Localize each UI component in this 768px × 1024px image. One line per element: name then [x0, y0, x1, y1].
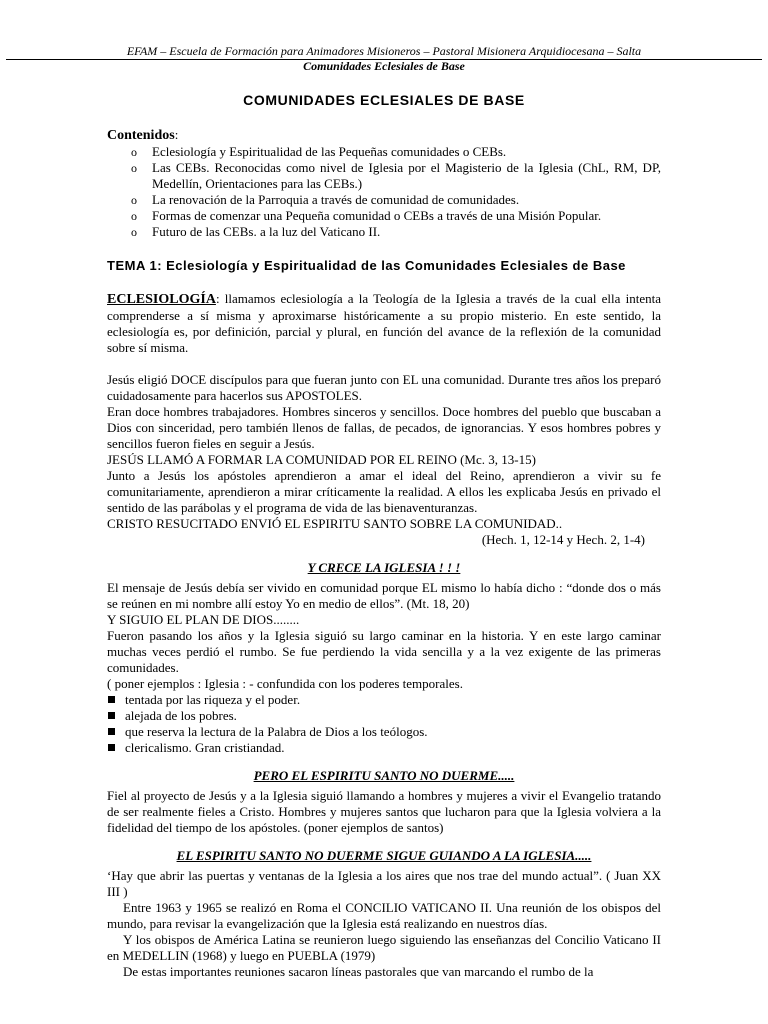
eclesiologia-paragraph: [107, 291, 661, 356]
spacer: [107, 356, 661, 372]
eclesiologia-text: : llamamos eclesiología a la Teología de la Iglesia a través de la cual ella intenta comprenderse a sí misma y aproximarse históricamente a su propio misterio. En este sentido, la eclesiología es, por definición, parcial y plural, en función del avance de la reflexión de la comunidad sobre sí misma.: [107, 291, 661, 355]
paragraph: Y los obispos de América Latina se reunieron luego siguiendo las enseñanzas del Concilio Vaticano II en MEDELLIN (1968) y luego en PUEBLA (1979): [107, 932, 661, 963]
paragraph: Junto a Jesús los apóstoles aprendieron a amar el ideal del Reino, aprendieron a vivir su fe comunitariamente, aprendieron a mirar críticamente la realidad. A ellos les explicaba Jesús en privado el sentido de las parábolas y el programa de vida de las bienaventuranzas.: [107, 468, 661, 515]
list-item: clericalismo. Gran cristiandad.: [107, 740, 661, 756]
paragraph: El mensaje de Jesús debía ser vivido en comunidad porque EL mismo lo había dicho : “donde dos o más se reúnen en mi nombre allí estoy Yo en medio de ellos”. (Mt. 18, 20): [107, 580, 661, 611]
paragraph: CRISTO RESUCITADO ENVIÓ EL ESPIRITU SANTO SOBRE LA COMUNIDAD..: [107, 516, 563, 531]
paragraph: Entre 1963 y 1965 se realizó en Roma el CONCILIO VATICANO II. Una reunión de los obispos del mundo, para revisar la evangelización que la Iglesia está realizando en nuestros días.: [107, 900, 661, 931]
bible-reference: (Hech. 1, 12-14 y Hech. 2, 1-4): [481, 532, 645, 547]
paragraph: Jesús eligió DOCE discípulos para que fueran junto con EL una comunidad. Durante tres años los preparó cuidadosamente para hacerlos sus APOSTOLES.: [107, 372, 661, 403]
contents-item: o Formas de comenzar una Pequeña comunidad o CEBs a través de una Misión Popular.: [107, 208, 661, 224]
paragraph: Fiel al proyecto de Jesús y a la Iglesia siguió llamando a hombres y mujeres a vivir el Evangelio tratando de ser realmente fieles a Cristo. Hombres y mujeres santos que lucharon para que la Iglesia volviera a la fidelidad del tiempo de los apóstoles. (poner ejemplos de santos): [107, 788, 661, 835]
document-body: [107, 127, 661, 980]
contents-item: o La renovación de la Parroquia a través de comunidad de comunidades.: [107, 192, 661, 208]
paragraph: Y SIGUIO EL PLAN DE DIOS........: [107, 612, 300, 627]
contents-list: [107, 144, 661, 240]
document-title: COMUNIDADES ECLESIALES DE BASE: [243, 92, 525, 108]
contents-heading: [107, 127, 661, 144]
paragraph: Fueron pasando los años y la Iglesia siguió su largo caminar en la historia. Y en este largo caminar muchas veces perdió el rumbo. Se fue perdiendo la vida sencilla y a la vez exigente de las primeras comunidades.: [107, 628, 661, 675]
list-item: alejada de los pobres.: [107, 708, 661, 724]
section-heading-guiando: EL ESPIRITU SANTO NO DUERME SIGUE GUIANDO A LA IGLESIA.....: [176, 848, 592, 863]
paragraph: ( poner ejemplos : Iglesia : - confundida con los poderes temporales.: [107, 676, 463, 691]
eclesiologia-lead: ECLESIOLOGÍA: [107, 292, 216, 307]
spacer: [107, 275, 661, 291]
paragraph: JESÚS LLAMÓ A FORMAR LA COMUNIDAD POR EL REINO (Mc. 3, 13-15): [107, 452, 536, 467]
section-heading-espiritu: PERO EL ESPIRITU SANTO NO DUERME.....: [253, 768, 515, 783]
list-item: tentada por las riqueza y el poder.: [107, 692, 661, 708]
section-heading-crece: Y CRECE LA IGLESIA ! ! !: [307, 560, 461, 575]
paragraph: De estas importantes reuniones sacaron líneas pastorales que van marcando el rumbo de la: [123, 964, 594, 979]
contents-label-suffix: :: [174, 127, 179, 142]
examples-list: [107, 692, 661, 756]
tema-1-heading: TEMA 1: Eclesiología y Espiritualidad de las Comunidades Eclesiales de Base: [107, 258, 626, 273]
list-item: que reserva la lectura de la Palabra de Dios a los teólogos.: [107, 724, 661, 740]
header-institution: EFAM – Escuela de Formación para Animadores Misioneros – Pastoral Misionera Arquidiocesana – Salta: [126, 44, 642, 58]
paragraph: Eran doce hombres trabajadores. Hombres sinceros y sencillos. Doce hombres del pueblo que buscaban a Dios con sinceridad, pero también llenos de fallas, de pecados, de ignorancias. Y esos hombres pobres y sencillos fueron fieles en seguir a Jesús.: [107, 404, 661, 451]
contents-item: o Las CEBs. Reconocidas como nivel de Iglesia por el Magisterio de la Iglesia (ChL, RM, DP, Medellín, Orientaciones para las CEBs.): [107, 160, 661, 192]
quote: ‘Hay que abrir las puertas y ventanas de la Iglesia a los aires que nos trae del mundo actual”. ( Juan XX III ): [107, 868, 661, 899]
contents-item: o Eclesiología y Espiritualidad de las Pequeñas comunidades o CEBs.: [107, 144, 661, 160]
header-subject: Comunidades Eclesiales de Base: [303, 59, 465, 73]
contents-item: o Futuro de las CEBs. a la luz del Vaticano II.: [107, 224, 661, 240]
contents-label: Contenidos: [107, 128, 175, 143]
